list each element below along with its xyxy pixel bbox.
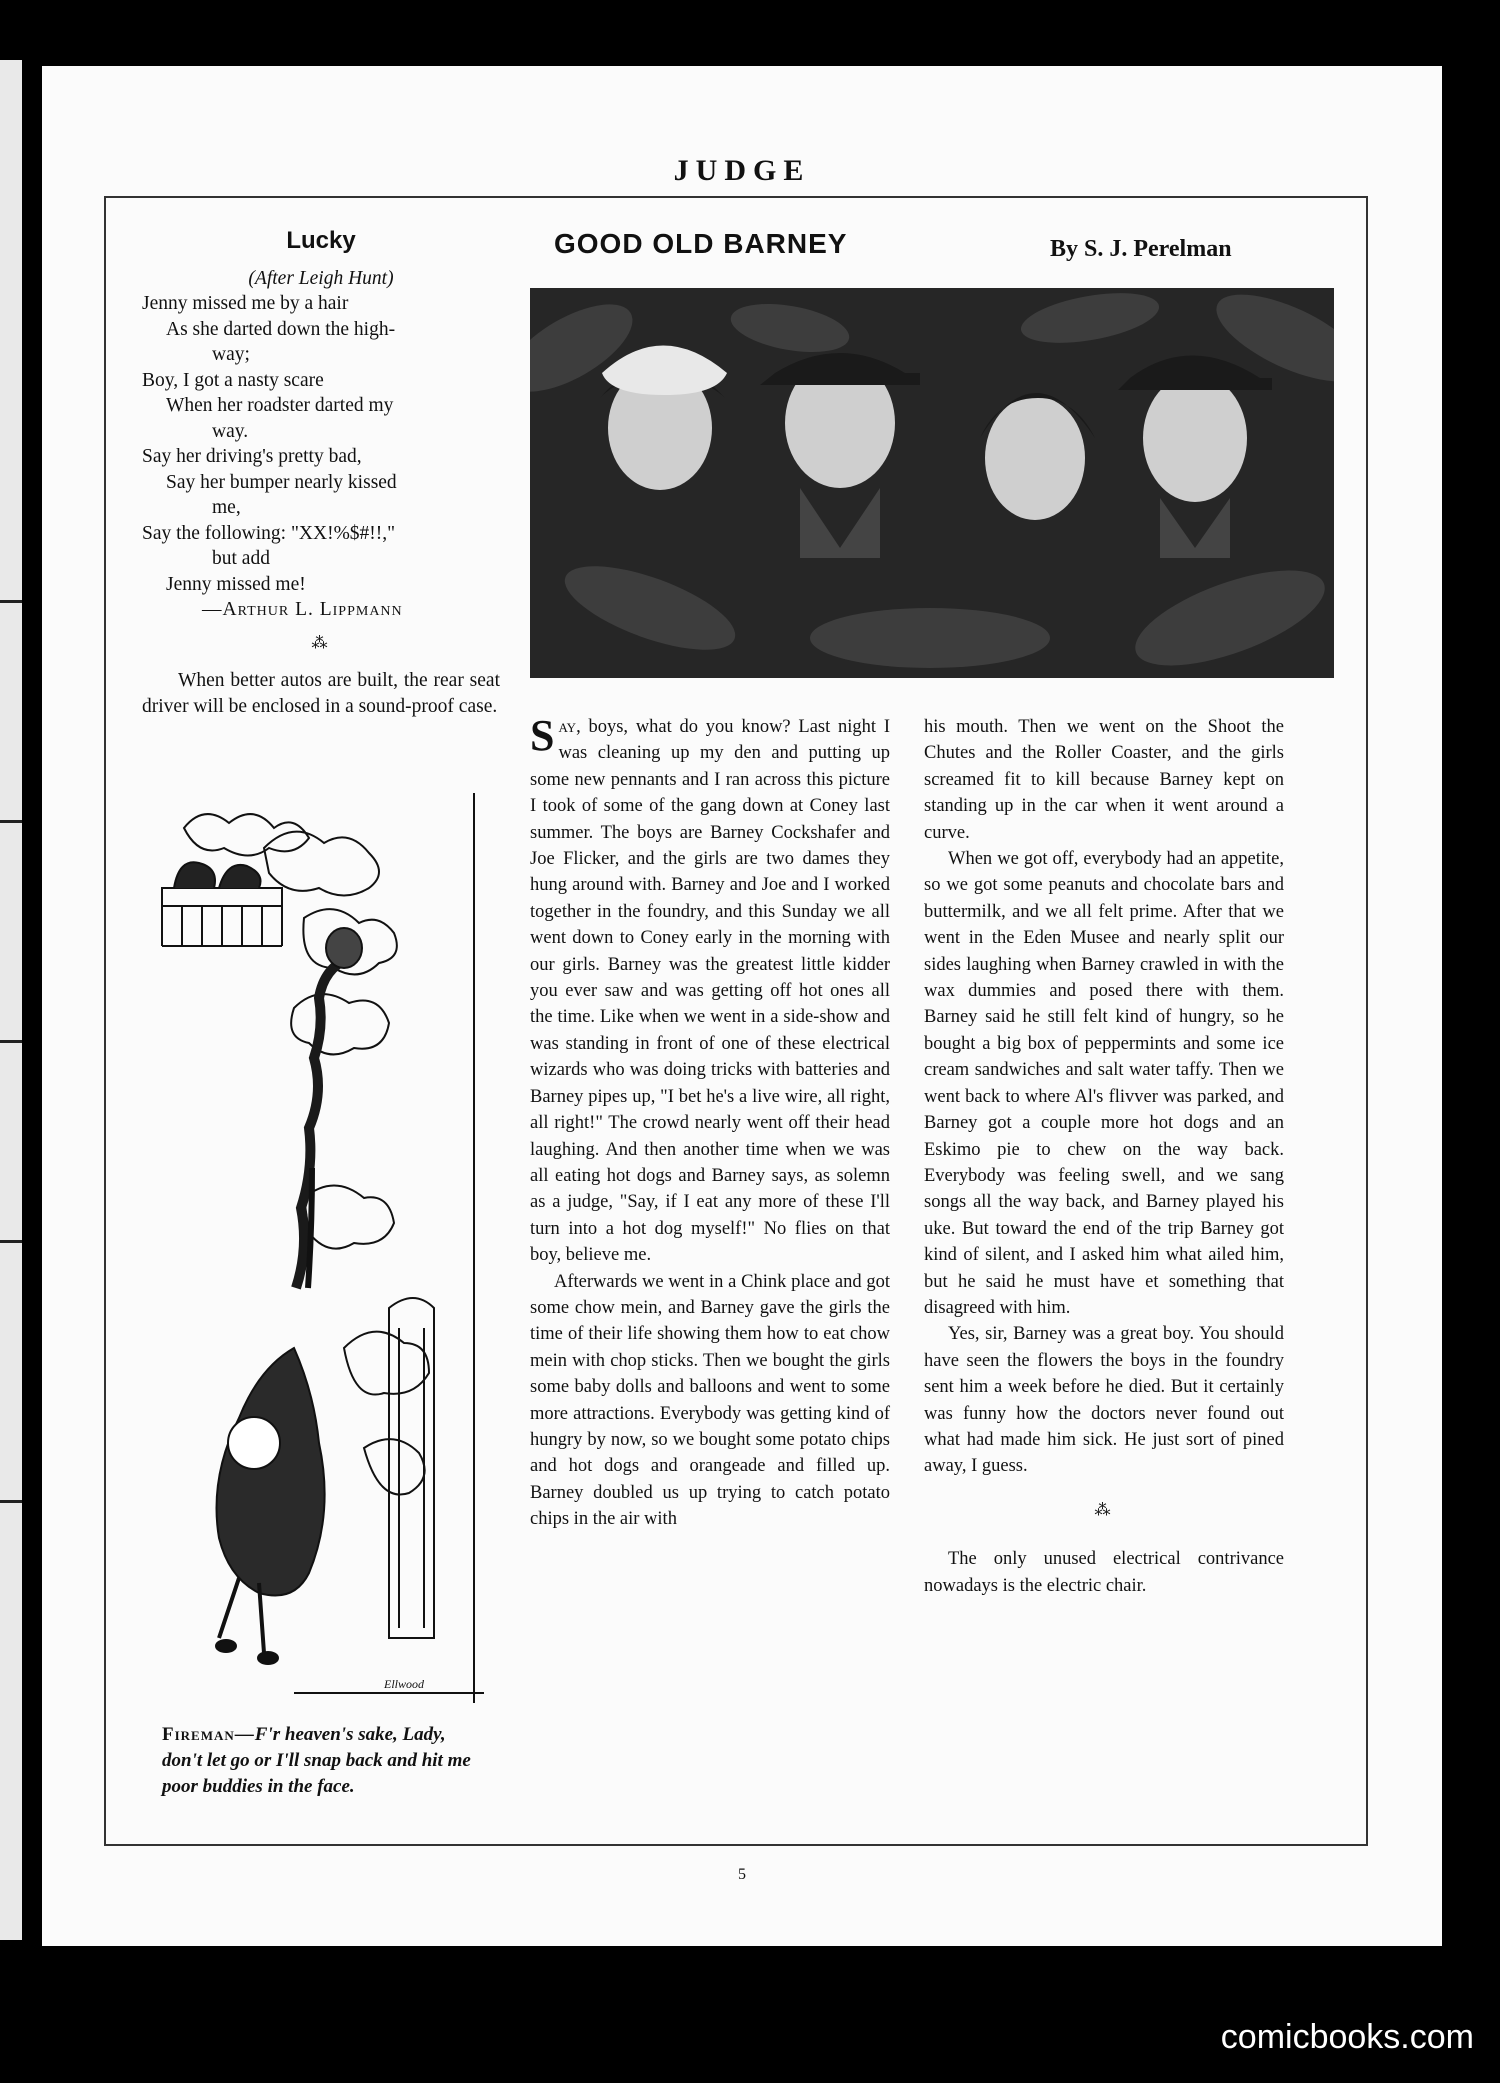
poem-line: As she darted down the high- (166, 318, 396, 340)
cartoon-caption (162, 1722, 482, 1800)
poem-line: Boy, I got a nasty scare (142, 369, 324, 391)
poem-line: When her roadster darted my (166, 395, 394, 416)
article-headline: GOOD OLD BARNEY (554, 228, 848, 259)
article-column-left (530, 711, 890, 1533)
poem-line: but add (212, 548, 270, 569)
fleuron-ornament: ⁂ (311, 634, 331, 652)
fleuron-ornament: ⁂ (1094, 1501, 1114, 1519)
article-paragraph: When we got off, everybody had an appetite, so we got some peanuts and chocolate bars and buttermilk, and we all felt prime. After that we went in the Eden Musee and nearly split our sides laughing when Barney crawled in with the wax dummies and posed there with them. Barney said he still felt kind of hungry, so he bought a big box of peppermints and some ice cream sandwiches and salt water taffy. Then we went back to where Al's flivver was parked, and Barney got a couple more hot dogs and an Eskimo pie to chew on the way back. Everybody was feeling swell, and we sang songs all the way back, and Barney played his uke. But toward the end of the trip Barney got kind of silent, and I asked him what ailed him, but he said he must have et something that disagreed with him. (924, 849, 1284, 1318)
poem-line: Jenny missed me! (166, 573, 306, 595)
caption-speech: F'r heaven's sake, Lady, don't let go or I'll snap back and hit me poor buddies in the face. (162, 1724, 471, 1797)
article-paragraph: his mouth. Then we went on the Shoot the Chutes and the Roller Coaster, and the girls screamed fit to kill because Barney kept on standing up in the car when it went around a curve. (924, 717, 1284, 843)
poem-line: way. (212, 420, 249, 442)
article-paragraph (530, 711, 890, 1269)
article-paragraph: Yes, sir, Barney was a great boy. You should have seen the flowers the boys in the foundry sent him a week before he died. But it certainly was funny how the doctors never found out what had made him sick. He just sort of pined away, I guess. (924, 1324, 1284, 1477)
poem-title: Lucky (286, 227, 356, 254)
fireman-cartoon (144, 788, 484, 1708)
poem-line: Jenny missed me by a hair (142, 293, 349, 314)
poem-line: me, (212, 497, 241, 518)
lead-in: ay, (558, 717, 581, 737)
caption-speaker: Fireman— (162, 1724, 255, 1745)
poem-line: Say the following: "XX!%$#!!," (142, 522, 396, 544)
watermark: comicbooks.com (1220, 2018, 1474, 2056)
cartoon-signature: Ellwood (384, 1677, 425, 1691)
poem-author: —Arthur L. Lippmann (202, 599, 403, 620)
drop-cap: S (530, 711, 555, 760)
poem-line: Say her bumper nearly kissed (166, 471, 397, 493)
filler-joke: When better autos are built, the rear seat driver will be enclosed in a sound-proof case. (142, 670, 500, 717)
poem-line: way; (212, 344, 250, 365)
closing-joke: The only unused electrical contrivance nowadays is the electric chair. (924, 1549, 1284, 1596)
poem-subtitle: (After Leigh Hunt) (248, 267, 394, 289)
masthead: JUDGE (673, 154, 811, 187)
poem-column (142, 228, 500, 719)
adjacent-page-edge (0, 60, 22, 1940)
article-paragraph: Afterwards we went in a Chink place and got some chow mein, and Barney gave the girls the time of their life showing them how to eat chow mein with chop sticks. Then we bought the girls some baby dolls and balloons and went to some more attractions. Everybody was getting kind of hungry by now, so we bought some potato chips and hot dogs and orangeade and filled up. Barney doubled us up trying to catch potato chips in the air with (530, 1271, 890, 1530)
poem-lines (142, 291, 500, 597)
poem-line: Say her driving's pretty bad, (142, 446, 362, 467)
article-byline: By S. J. Perelman (1050, 236, 1232, 262)
paragraph-text: boys, what do you know? Last night I was cleaning up my den and putting up some new pennants and I ran across this picture I took of some of the gang down at Coney last summer. The boys are Barney Cockshafer and Joe Flicker, and the girls are two dames they hung around with. Barney and Joe and I worked together in the foundry, and this Sunday we all went down to Coney early in the morning with our girls. Barney was the greatest little kidder you ever saw and was getting off hot ones all the time. Like when we went in a side-show and was standing in front of one of these electrical wizards who was doing tricks with batteries and Barney pipes up, "I bet he's a live wire, all right, all right!" The crowd nearly went off their head laughing. And then another time when we was all eating hot dogs and Barney says, as solemn as a judge, "Say, if I eat any more of these I'll turn into a hot dog myself!" No flies on that boy, believe me. (530, 717, 890, 1266)
group-photograph (530, 288, 1334, 678)
article-column-right (924, 714, 1284, 1599)
page-number: 5 (738, 1866, 746, 1883)
